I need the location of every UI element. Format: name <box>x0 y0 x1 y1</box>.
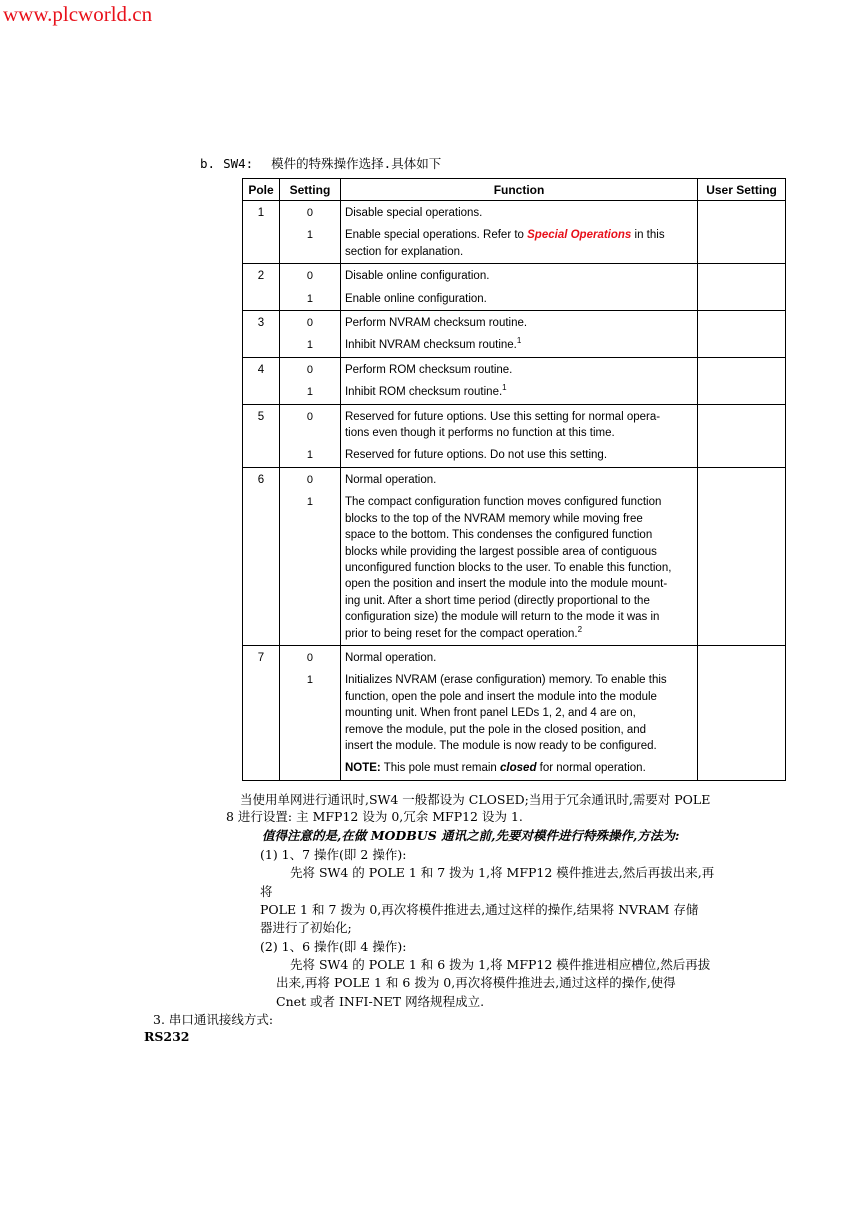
setting-cell: 0 1 <box>279 645 340 780</box>
function-cell: Normal operation. Initializes NVRAM (erase configuration) memory. To enable this function, open the pole and insert the module into the module mounting unit. When front panel LEDs 1, 2, and 4 are on, remove the module, put the pole in the closed position, and insert the module. The module is now ready to be configured. NOTE: This pole must remain closed for normal operation. <box>340 645 697 780</box>
section-item-3: 3. 串口通讯接线方式: <box>153 1012 274 1027</box>
setting-cell: 0 1 <box>279 311 340 358</box>
paragraph-line: 将 <box>260 884 273 899</box>
paragraph-line: 器进行了初始化; <box>260 920 352 935</box>
table-row <box>243 264 786 311</box>
heading-label: b. <box>200 156 216 171</box>
paragraph-line: 先将 SW4 的 POLE 1 和 6 拨为 1,将 MFP12 模件推进相应槽位,然后再拔 <box>290 957 711 972</box>
paragraph-line: POLE 1 和 7 拨为 0,再次将模件推进去,通过这样的操作,结果将 NVRAM 存储 <box>260 902 699 917</box>
function-cell: Disable special operations. Enable special operations. Refer to Special Operations in this section for explanation. <box>340 201 697 264</box>
function-cell: Perform ROM checksum routine. Inhibit ROM checksum routine.$^1$ <box>340 357 697 404</box>
heading-switch: SW4: <box>223 156 254 171</box>
setting-cell: 0 1 <box>279 357 340 404</box>
table-row <box>243 467 786 645</box>
table-row <box>243 357 786 404</box>
special-operations-reference: Special Operations <box>527 229 632 242</box>
pole-cell: 7 <box>243 645 280 780</box>
paragraph-line: 8 进行设置: 主 MFP12 设为 0,冗余 MFP12 设为 1. <box>226 809 523 824</box>
note-line: NOTE: This pole must remain closed for normal operation. <box>344 762 646 775</box>
pole-cell: 3 <box>243 311 280 358</box>
section-heading <box>200 154 441 172</box>
paragraph-line: 当使用单网进行通讯时,SW4 一般都设为 CLOSED;当用于冗余通讯时,需要对 POLE <box>240 792 711 807</box>
pole-cell: 2 <box>243 264 280 311</box>
watermark-url: www.plcworld.cn <box>3 2 153 26</box>
header-setting: Setting <box>279 179 340 201</box>
pole-cell: 5 <box>243 404 280 467</box>
user-setting-cell <box>698 201 786 264</box>
setting-cell: 0 1 <box>279 201 340 264</box>
footnote-marker: 2 <box>577 624 583 634</box>
function-cell: Perform NVRAM checksum routine. Inhibit NVRAM checksum routine.$^1$ <box>340 311 697 358</box>
rs232-heading: RS232 <box>144 1029 190 1044</box>
pole-cell: 1 <box>243 201 280 264</box>
function-cell: Disable online configuration. Enable online configuration. <box>340 264 697 311</box>
user-setting-cell <box>698 311 786 358</box>
heading-title: 模件的特殊操作选择.具体如下 <box>271 156 442 171</box>
table-row <box>243 201 786 264</box>
paragraph-line: Cnet 或者 INFI-NET 网络规程成立. <box>276 994 485 1009</box>
step1-title: (1) 1、7 操作(即 2 操作): <box>260 847 407 862</box>
table-row <box>243 404 786 467</box>
footnote-marker: 1 <box>516 336 522 346</box>
footnote-marker: 1 <box>502 383 507 393</box>
setting-cell: 0 1 <box>279 467 340 645</box>
paragraph-line: 出来,再将 POLE 1 和 6 拨为 0,再次将模件推进去,通过这样的操作,使得 <box>276 975 676 990</box>
user-setting-cell <box>698 645 786 780</box>
sw4-table <box>242 178 786 781</box>
note-heading: 值得注意的是,在做 MODBUS 通讯之前,先要对模件进行特殊操作,方法为: <box>262 828 680 843</box>
function-cell: Reserved for future options. Use this setting for normal opera- tions even though it performs no function at this time. Reserved for future options. Do not use this setting. <box>340 404 697 467</box>
pole-cell: 4 <box>243 357 280 404</box>
user-setting-cell <box>698 404 786 467</box>
paragraph-line: 先将 SW4 的 POLE 1 和 7 拨为 1,将 MFP12 模件推进去,然后再拔出来,再 <box>290 865 715 880</box>
setting-cell: 0 1 <box>279 264 340 311</box>
header-user-setting: User Setting <box>698 179 786 201</box>
function-cell: Normal operation. The compact configuration function moves configured function blocks to the top of the NVRAM memory while moving free space to the bottom. This condenses the configured function blocks while providing the largest possible area of contiguous unconfigured function blocks to the user. To enable this function, open the position and insert the module into the module mount- ing unit. After a short time period (directly proportional to the configuration size) the module will return to the mode it was in prior to being reset for the compact operation.$^2$ <box>340 467 697 645</box>
table-header-row <box>243 179 786 201</box>
pole-cell: 6 <box>243 467 280 645</box>
step2-title: (2) 1、6 操作(即 4 操作): <box>260 939 407 954</box>
setting-cell: 0 1 <box>279 404 340 467</box>
header-function: Function <box>340 179 697 201</box>
header-pole: Pole <box>243 179 280 201</box>
table-row <box>243 645 786 780</box>
user-setting-cell <box>698 264 786 311</box>
user-setting-cell <box>698 467 786 645</box>
table-row <box>243 311 786 358</box>
user-setting-cell <box>698 357 786 404</box>
